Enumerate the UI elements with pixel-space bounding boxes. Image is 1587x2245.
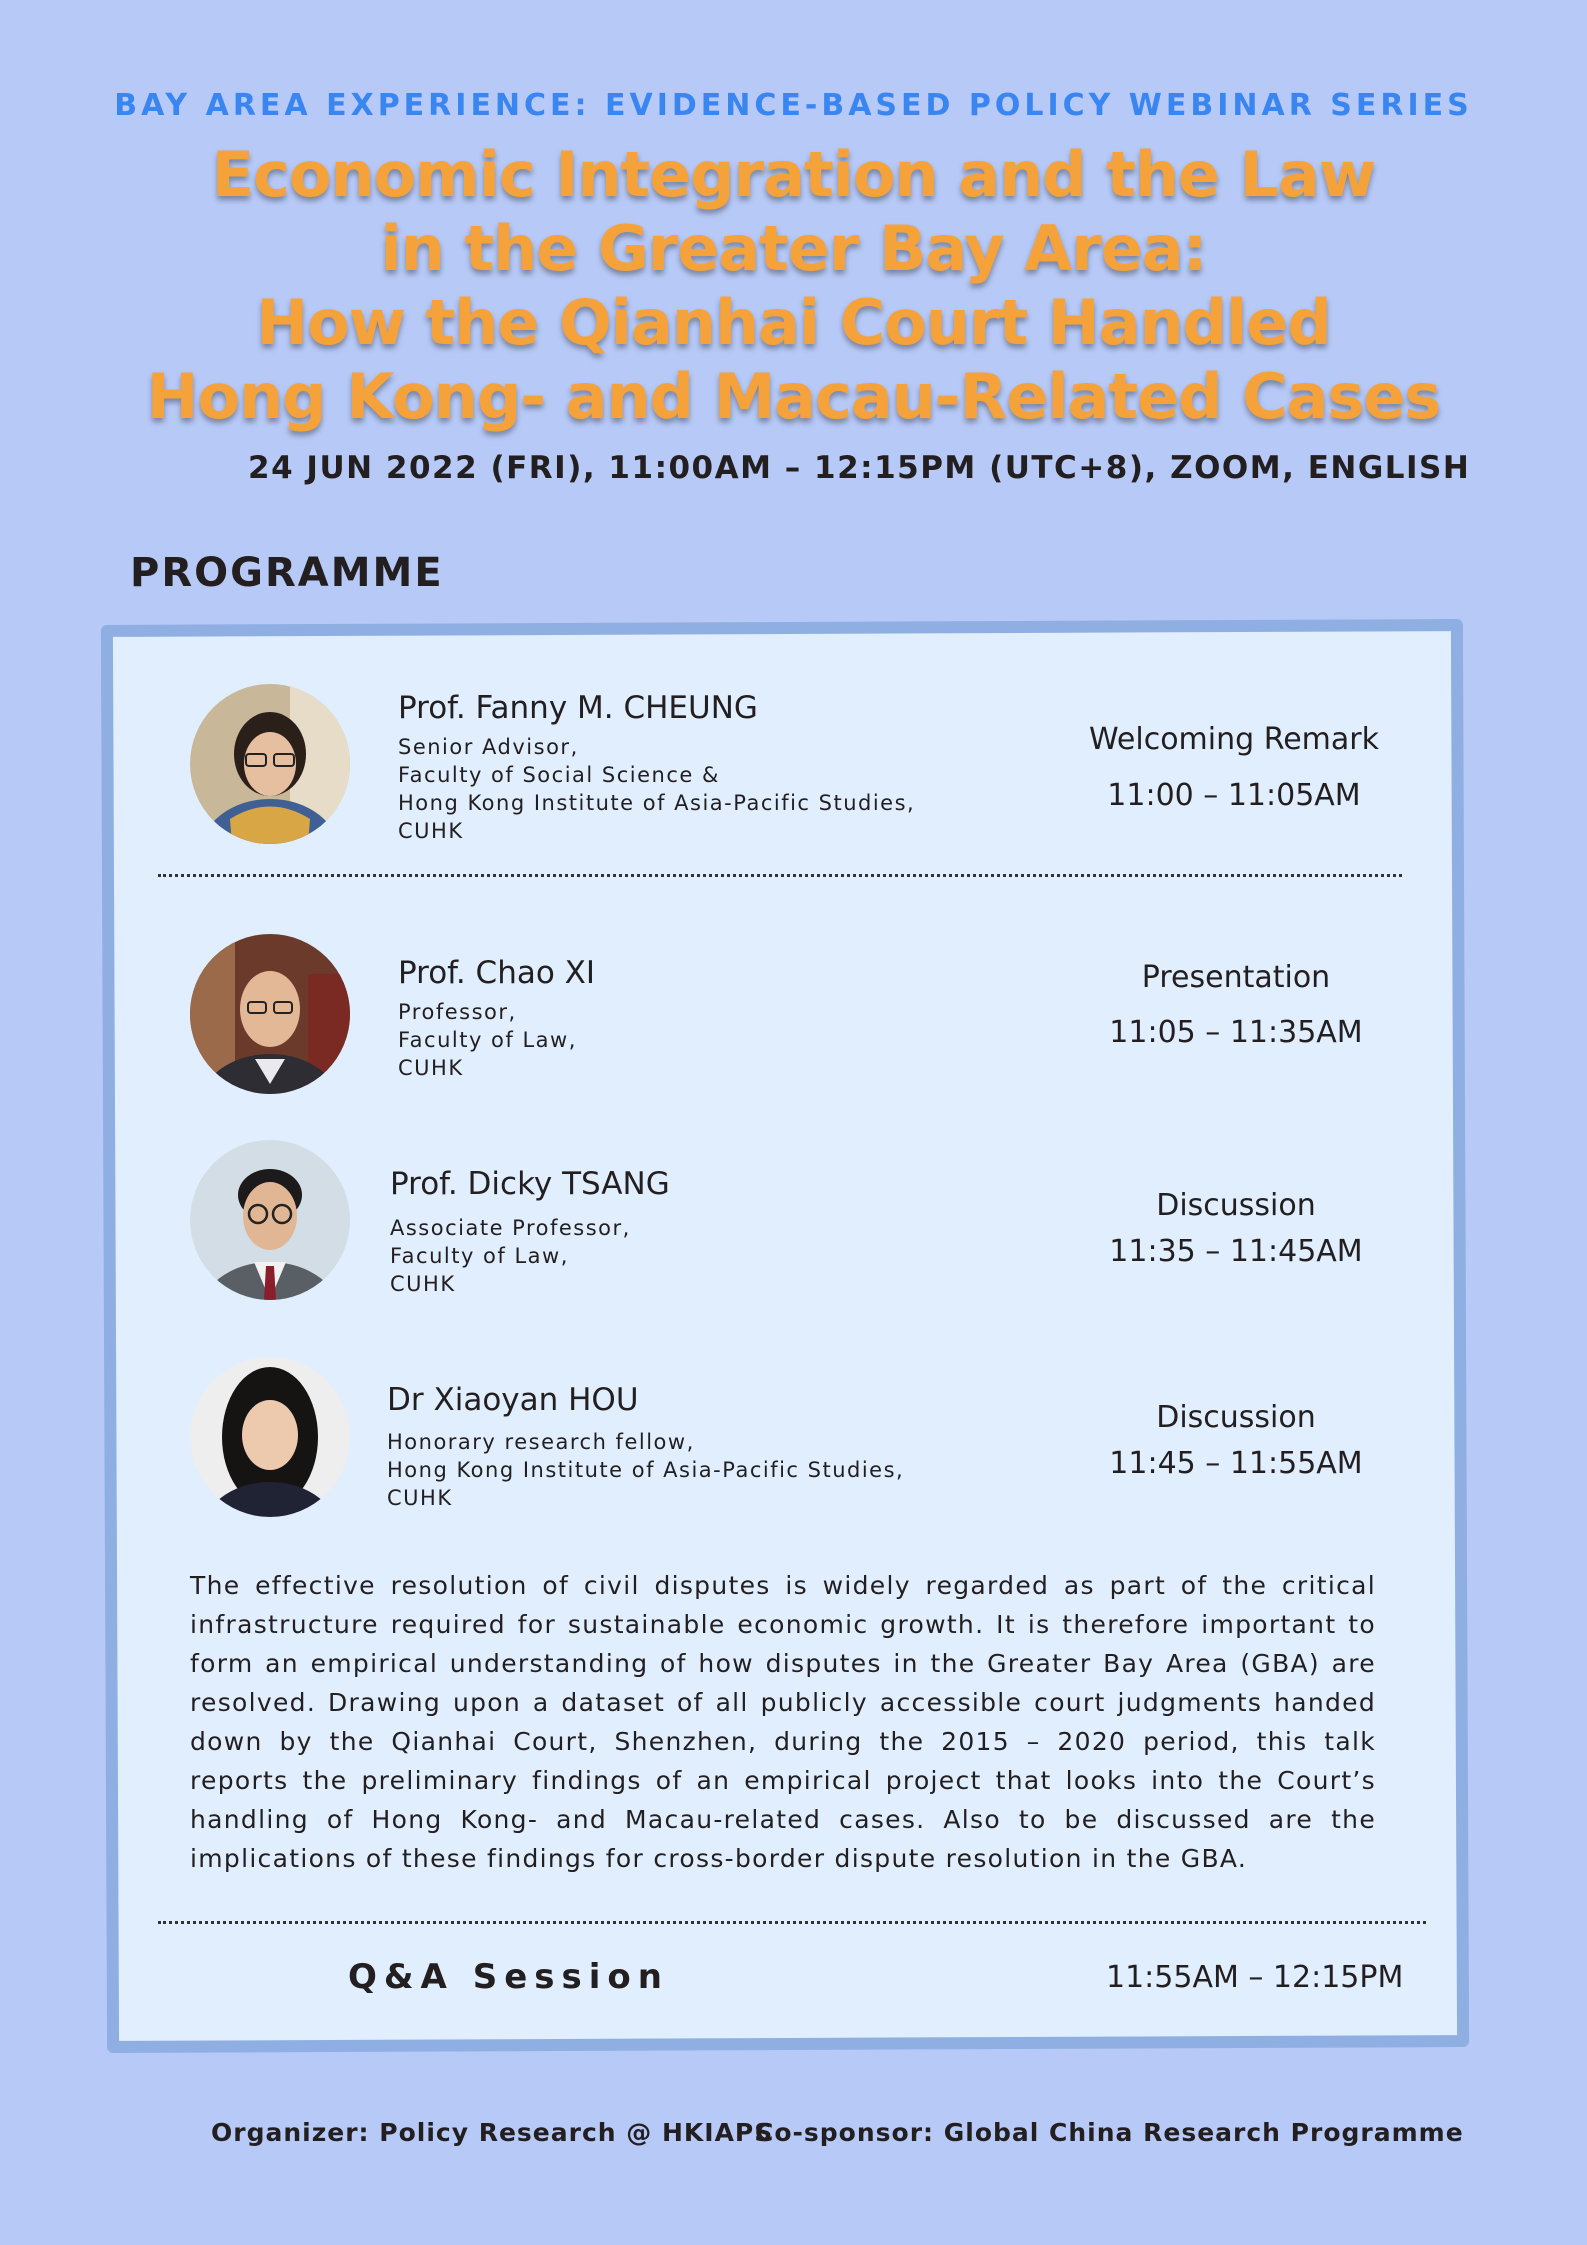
talk-abstract: The effective resolution of civil disputes is widely regarded as part of the critical infrastructure required for sustainable economic growth. It is therefore important to form an empirical understanding of how disputes in the Greater Bay Area (GBA) are resolved. Drawing upon a dataset of all publicly accessible court judgments handed down by the Qianhai Court, Shenzhen, during the 2015 – 2020 period, this talk reports the preliminary findings of an empirical project that looks into the Court’s handling of Hong Kong- and Macau-related cases. Also to be discussed are the implications of these findings for cross-border dispute resolution in the GBA. bbox=[190, 1571, 1376, 1873]
session-role-discussion-1: Discussion bbox=[1156, 1188, 1316, 1223]
session-time-discussion-2: 11:45 – 11:55AM bbox=[1109, 1446, 1363, 1481]
speaker-photo-hou bbox=[190, 1357, 350, 1517]
speaker-name-cheung: Prof. Fanny M. CHEUNG bbox=[398, 690, 758, 726]
speaker-photo-tsang bbox=[190, 1140, 350, 1300]
speaker-affiliation-xi bbox=[398, 998, 577, 1082]
speaker-photo-cheung bbox=[190, 684, 350, 844]
affiliation-line: Faculty of Law, bbox=[398, 1028, 577, 1052]
session-role-welcome: Welcoming Remark bbox=[1089, 722, 1379, 757]
event-dateline: 24 JUN 2022 (FRI), 11:00AM – 12:15PM (UTC+8), ZOOM, ENGLISH bbox=[248, 450, 1471, 486]
cosponsor-credit: Co-sponsor: Global China Research Programme bbox=[755, 2118, 1464, 2147]
affiliation-line: Faculty of Social Science & bbox=[398, 763, 720, 787]
session-role-presentation: Presentation bbox=[1141, 960, 1331, 995]
event-title bbox=[40, 138, 1547, 434]
affiliation-line: Faculty of Law, bbox=[390, 1244, 569, 1268]
speaker-photo-xi bbox=[190, 934, 350, 1094]
speaker-name-xi: Prof. Chao XI bbox=[398, 955, 596, 991]
speaker-name-tsang: Prof. Dicky TSANG bbox=[390, 1166, 670, 1202]
event-title-line-4: Hong Kong- and Macau-Related Cases bbox=[146, 360, 1441, 433]
session-time-welcome: 11:00 – 11:05AM bbox=[1107, 778, 1361, 813]
programme-heading: PROGRAMME bbox=[130, 550, 444, 596]
session-role-discussion-2: Discussion bbox=[1156, 1400, 1316, 1435]
series-title: BAY AREA EXPERIENCE: EVIDENCE-BASED POLICY WEBINAR SERIES bbox=[114, 88, 1473, 123]
speaker-name-hou: Dr Xiaoyan HOU bbox=[387, 1382, 639, 1418]
speaker-affiliation-tsang bbox=[390, 1214, 631, 1298]
event-title-line-3: How the Qianhai Court Handled bbox=[256, 286, 1331, 359]
affiliation-line: CUHK bbox=[398, 1056, 464, 1080]
speaker-affiliation-hou bbox=[387, 1428, 904, 1512]
event-title-line-1: Economic Integration and the Law bbox=[211, 138, 1376, 211]
qa-session-label: Q&A Session bbox=[348, 1957, 669, 1997]
affiliation-line: Senior Advisor, bbox=[398, 735, 579, 759]
affiliation-line: CUHK bbox=[390, 1272, 456, 1296]
affiliation-line: CUHK bbox=[387, 1486, 453, 1510]
affiliation-line: Professor, bbox=[398, 1000, 517, 1024]
affiliation-line: CUHK bbox=[398, 819, 464, 843]
affiliation-line: Hong Kong Institute of Asia-Pacific Studies, bbox=[398, 791, 916, 815]
dotted-divider bbox=[158, 1921, 1426, 1924]
affiliation-line: Associate Professor, bbox=[390, 1216, 631, 1240]
organizer-credit: Organizer: Policy Research @ HKIAPS bbox=[211, 2118, 774, 2147]
qa-session-time: 11:55AM – 12:15PM bbox=[1106, 1960, 1404, 1995]
event-title-line-2: in the Greater Bay Area: bbox=[380, 212, 1207, 285]
affiliation-line: Hong Kong Institute of Asia-Pacific Studies, bbox=[387, 1458, 905, 1482]
dotted-divider bbox=[158, 874, 1402, 877]
session-time-discussion-1: 11:35 – 11:45AM bbox=[1109, 1234, 1363, 1269]
affiliation-line: Honorary research fellow, bbox=[387, 1430, 695, 1454]
speaker-affiliation-cheung bbox=[398, 733, 915, 845]
session-time-presentation: 11:05 – 11:35AM bbox=[1109, 1015, 1363, 1050]
